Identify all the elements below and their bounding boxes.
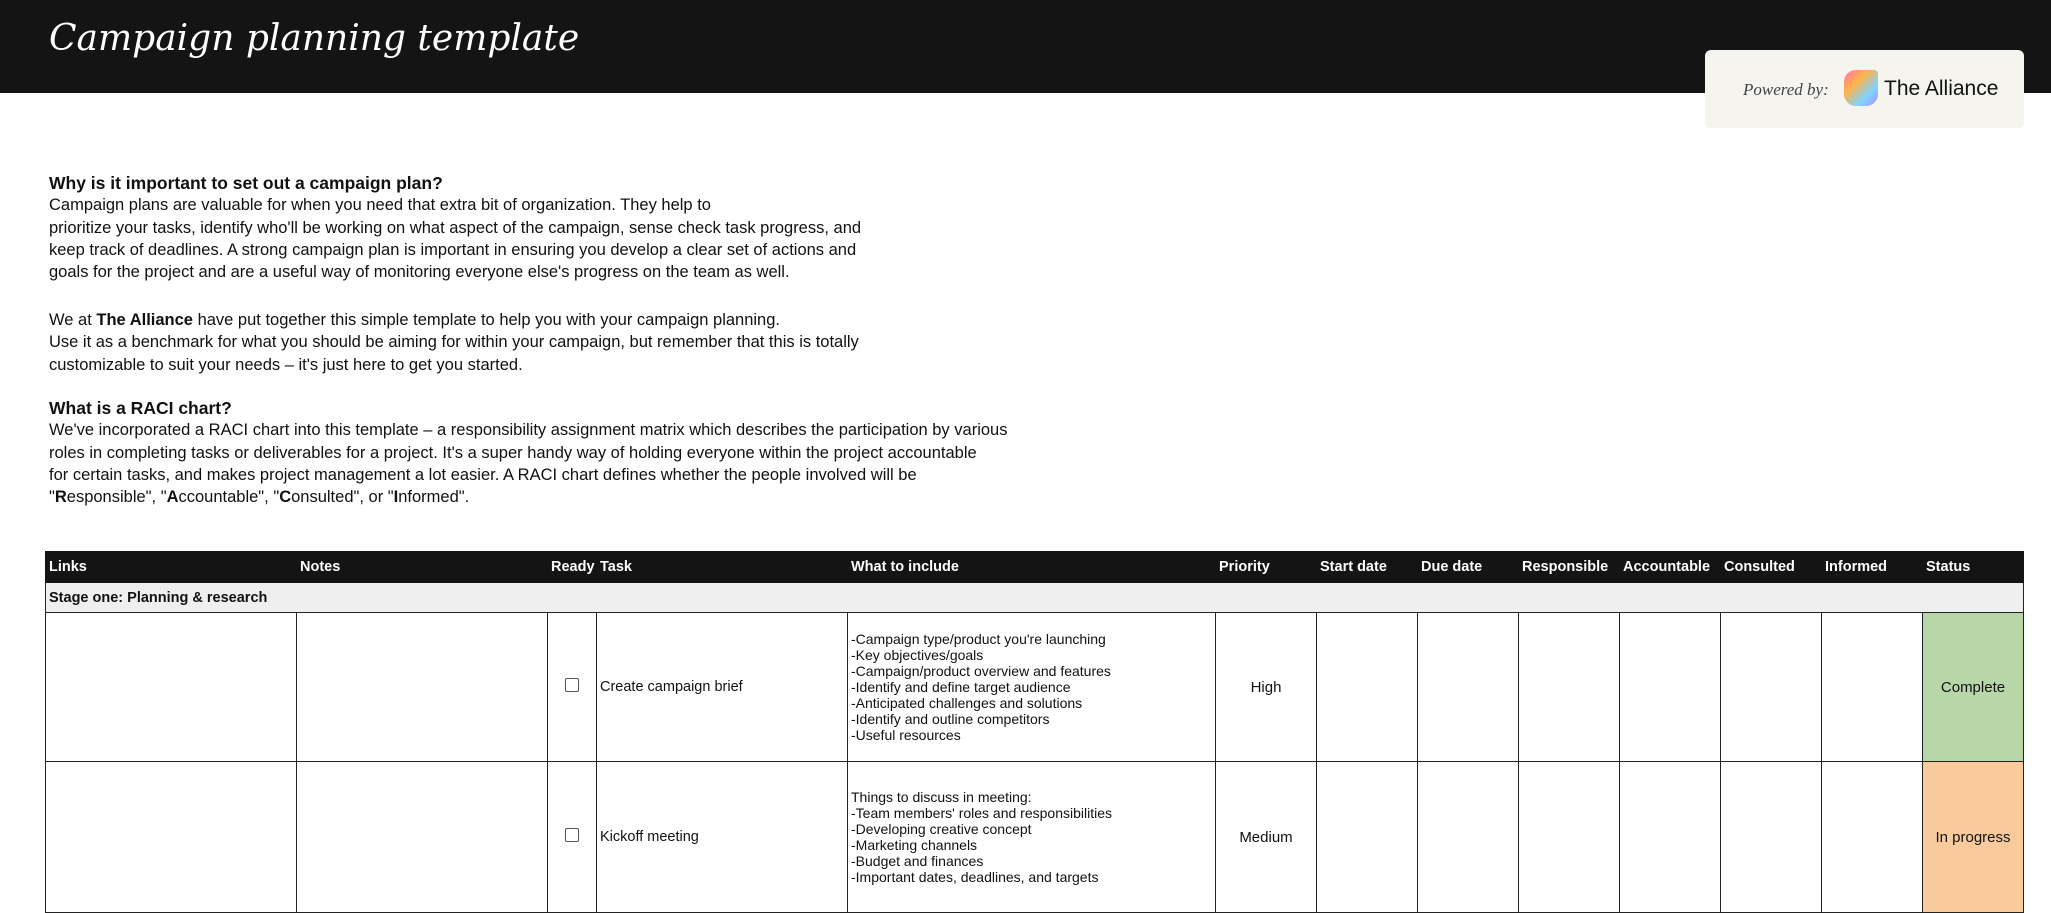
- raci-definition-line: "Responsible", "Accountable", "Consulted", or "Informed".: [49, 488, 470, 507]
- include-cell[interactable]: Things to discuss in meeting: -Team members' roles and responsibilities -Developing creative concept -Marketing channels -Budget and finances -Important dates, deadlines, and targets: [848, 762, 1216, 913]
- raci-heading: What is a RACI chart?: [49, 398, 232, 418]
- col-header-links: Links: [46, 552, 297, 583]
- responsible-cell[interactable]: [1519, 613, 1620, 762]
- campaign-table: [45, 551, 2024, 913]
- powered-by-card: [1705, 50, 2024, 128]
- ready-checkbox[interactable]: [565, 678, 579, 692]
- accountable-cell[interactable]: [1620, 762, 1721, 913]
- brand-name: The Alliance: [1884, 77, 1999, 100]
- status-cell[interactable]: In progress: [1923, 762, 2024, 913]
- due-date-cell[interactable]: [1418, 613, 1519, 762]
- col-header-priority: Priority: [1216, 552, 1317, 583]
- col-header-status: Status: [1923, 552, 2024, 583]
- stage-label: Stage one: Planning & research: [46, 583, 2024, 613]
- about-line: customizable to suit your needs – it's just here to get you started.: [49, 355, 523, 374]
- why-line: prioritize your tasks, identify who'll be working on what aspect of the campaign, sense check task progress, and: [49, 218, 862, 237]
- priority-cell[interactable]: Medium: [1216, 762, 1317, 913]
- informed-cell[interactable]: [1822, 762, 1923, 913]
- about-line: [49, 309, 1049, 331]
- include-cell[interactable]: -Campaign type/product you're launching -Key objectives/goals -Campaign/product overview and features -Identify and define target audience -Anticipated challenges and solutions -Identify and outline competitors -Useful resources: [848, 613, 1216, 762]
- priority-cell[interactable]: High: [1216, 613, 1317, 762]
- why-line: Campaign plans are valuable for when you need that extra bit of organization. They help to: [49, 196, 711, 215]
- about-section: [49, 309, 1049, 376]
- col-header-accountable: Accountable: [1620, 552, 1721, 583]
- ready-cell: [548, 613, 597, 762]
- raci-line: We've incorporated a RACI chart into this template – a responsibility assignment matrix which describes the participation by various: [49, 421, 1008, 440]
- about-brand: The Alliance: [96, 311, 193, 329]
- col-header-consulted: Consulted: [1721, 552, 1822, 583]
- page-title: Campaign planning template: [49, 18, 580, 59]
- notes-cell[interactable]: [297, 613, 548, 762]
- col-header-informed: Informed: [1822, 552, 1923, 583]
- raci-line: roles in completing tasks or deliverables for a project. It's a super handy way of holding everyone within the project accountable: [49, 443, 977, 462]
- stage-row: [46, 583, 2024, 613]
- col-header-task: Task: [597, 552, 848, 583]
- header-row: [46, 552, 2024, 583]
- alliance-logo-icon: [1844, 70, 1878, 106]
- about-line: Use it as a benchmark for what you should be aiming for within your campaign, but remember that this is totally: [49, 333, 859, 352]
- links-cell[interactable]: [46, 613, 297, 762]
- consulted-cell[interactable]: [1721, 613, 1822, 762]
- why-line: keep track of deadlines. A strong campaign plan is important in ensuring you develop a clear set of actions and: [49, 240, 857, 259]
- ready-cell: [548, 762, 597, 913]
- about-prefix: We at: [49, 311, 97, 329]
- why-section: [49, 172, 1049, 283]
- start-date-cell[interactable]: [1317, 762, 1418, 913]
- about-suffix: have put together this simple template to help you with your campaign planning.: [192, 311, 780, 329]
- accountable-cell[interactable]: [1620, 613, 1721, 762]
- col-header-notes: Notes: [297, 552, 548, 583]
- table-row: [46, 762, 2024, 913]
- col-header-ready: Ready: [548, 552, 597, 583]
- due-date-cell[interactable]: [1418, 762, 1519, 913]
- task-cell[interactable]: Kickoff meeting: [597, 762, 848, 913]
- notes-cell[interactable]: [297, 762, 548, 913]
- table-row: [46, 613, 2024, 762]
- informed-cell[interactable]: [1822, 613, 1923, 762]
- why-heading: Why is it important to set out a campaign plan?: [49, 173, 443, 193]
- status-cell[interactable]: Complete: [1923, 613, 2024, 762]
- responsible-cell[interactable]: [1519, 762, 1620, 913]
- col-header-start-date: Start date: [1317, 552, 1418, 583]
- consulted-cell[interactable]: [1721, 762, 1822, 913]
- ready-checkbox[interactable]: [565, 828, 579, 842]
- col-header-what-to-include: What to include: [848, 552, 1216, 583]
- why-line: goals for the project and are a useful way of monitoring everyone else's progress on the team as well.: [49, 263, 790, 282]
- powered-by-label: Powered by:: [1743, 80, 1829, 99]
- raci-section: [49, 397, 1149, 508]
- task-cell[interactable]: Create campaign brief: [597, 613, 848, 762]
- col-header-responsible: Responsible: [1519, 552, 1620, 583]
- links-cell[interactable]: [46, 762, 297, 913]
- col-header-due-date: Due date: [1418, 552, 1519, 583]
- raci-line: for certain tasks, and makes project management a lot easier. A RACI chart defines whether the people involved will be: [49, 465, 917, 484]
- start-date-cell[interactable]: [1317, 613, 1418, 762]
